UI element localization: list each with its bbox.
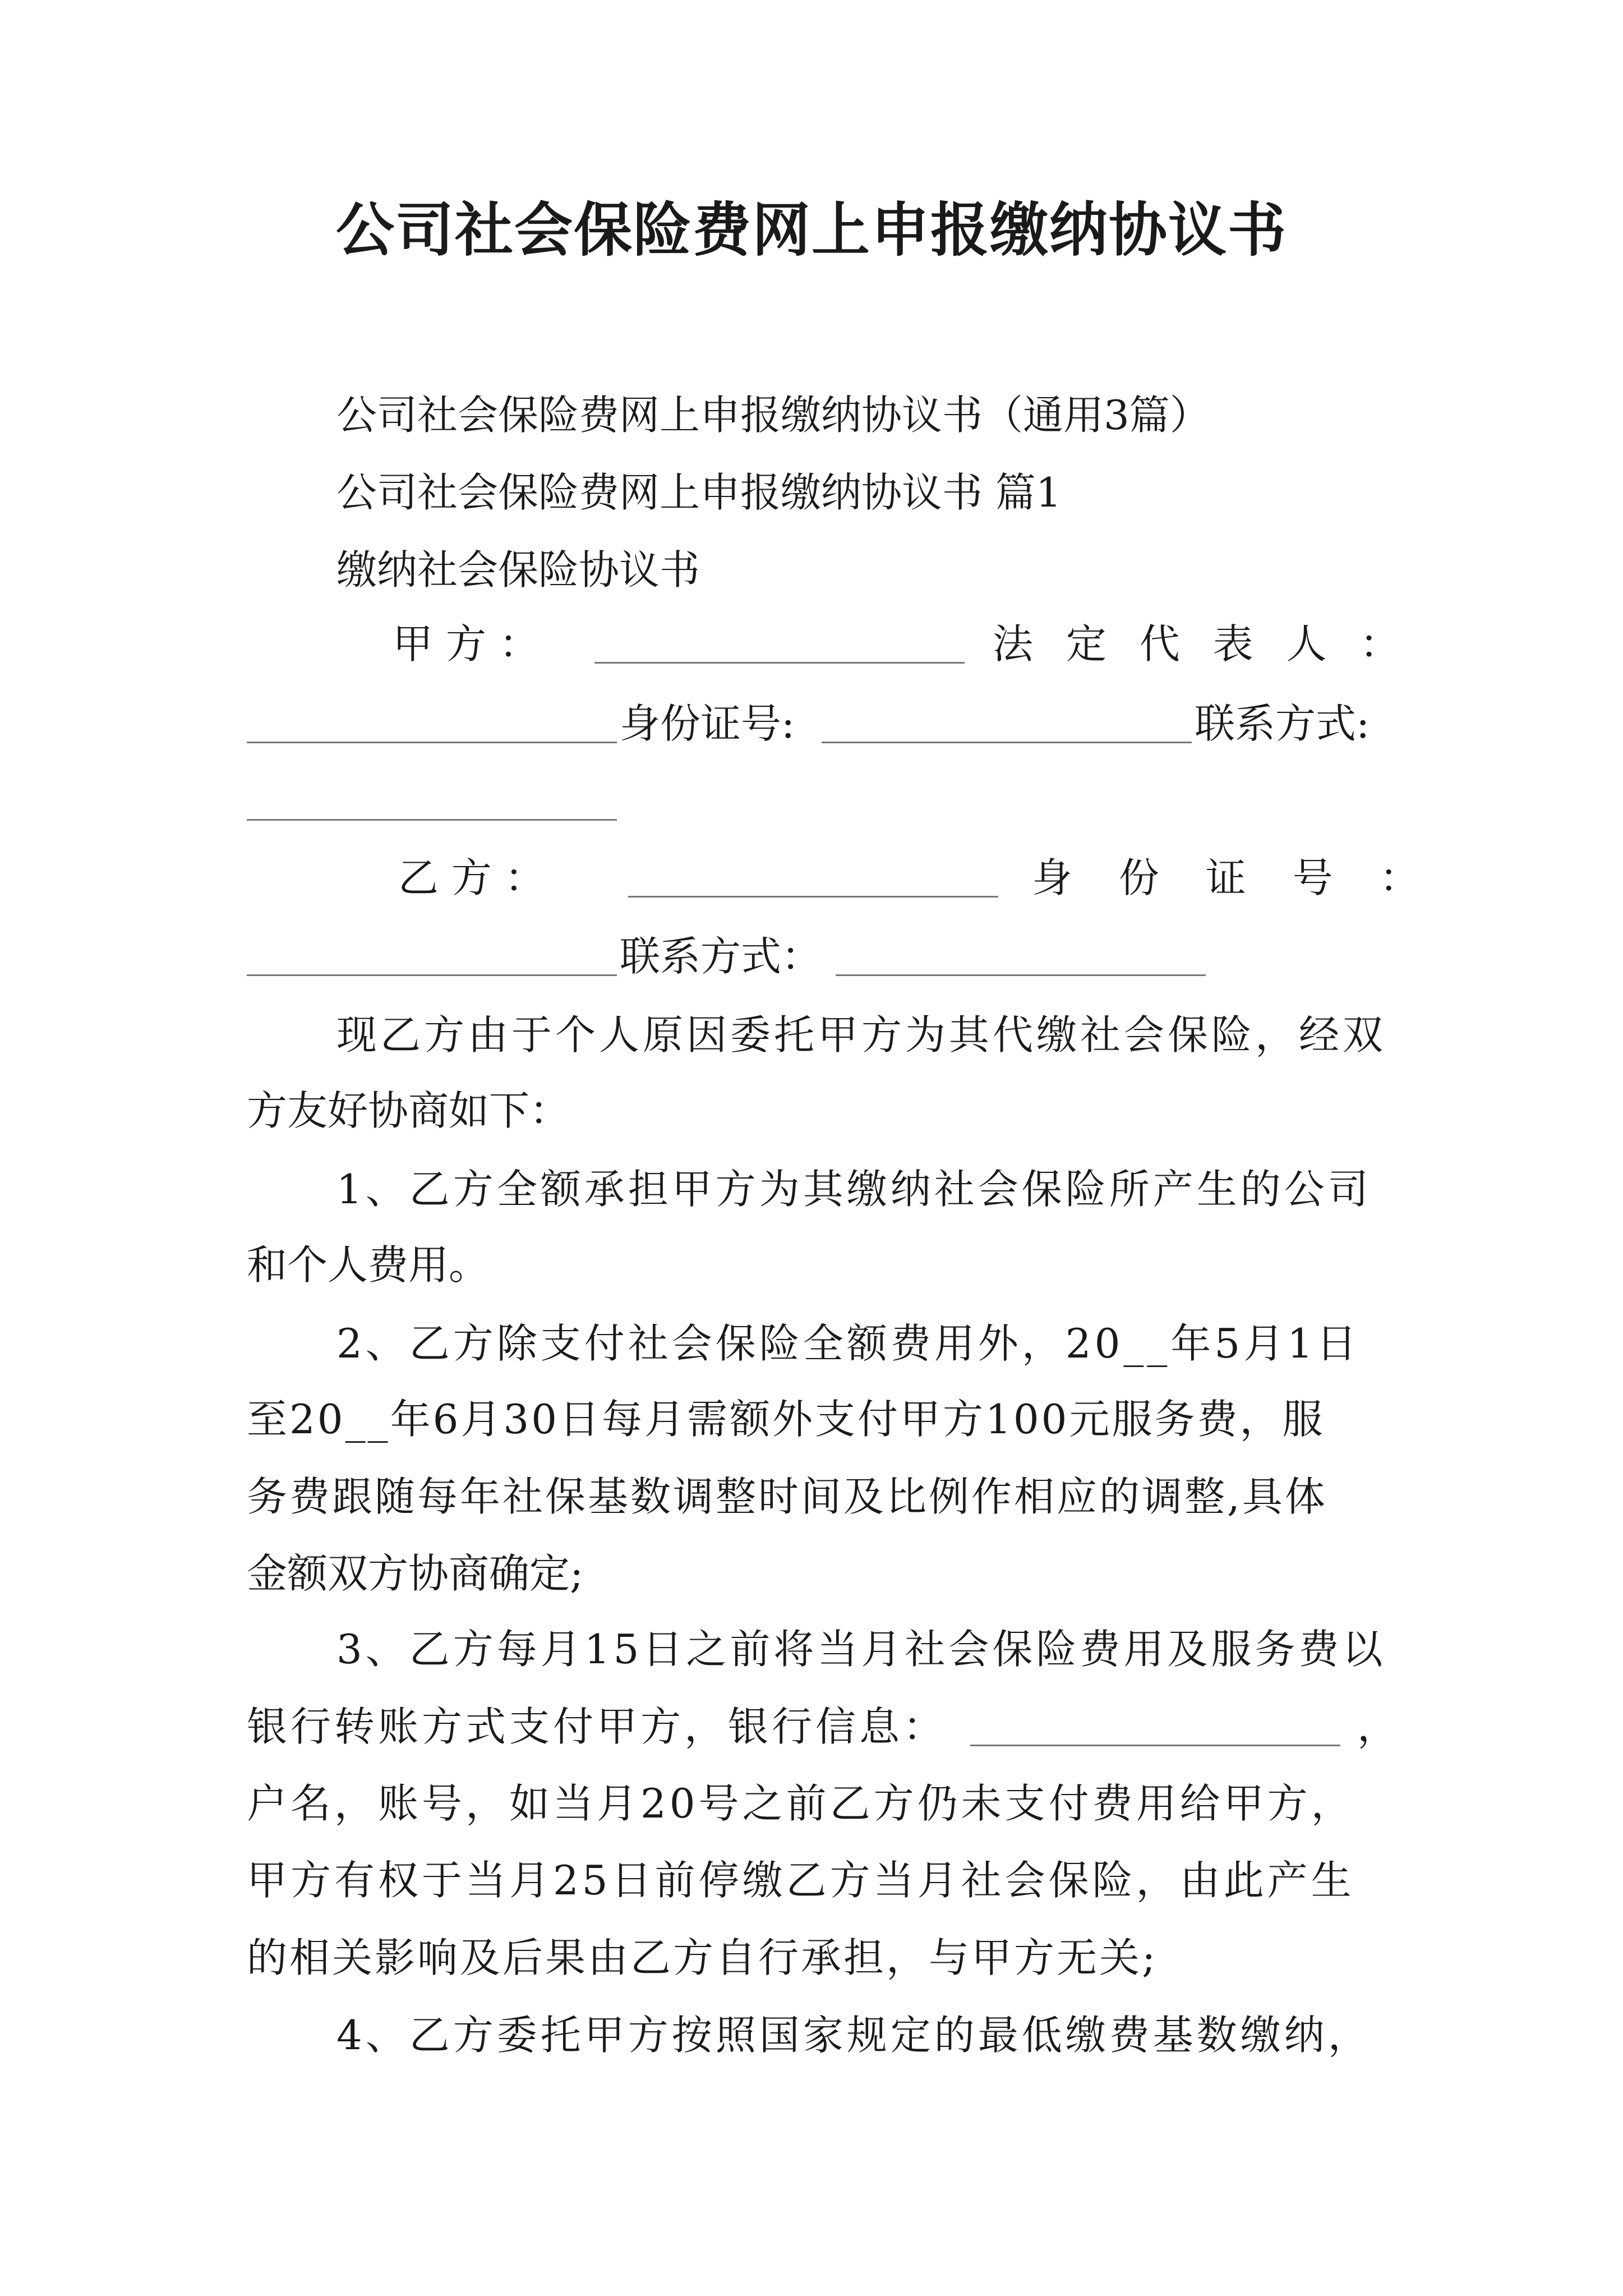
party-b-id-label: 身 份 证 号 ： — [1032, 854, 1437, 901]
intro-line-2: 方友好协商如下： — [247, 1087, 570, 1134]
legal-rep-label: 法 定 代 表 人 ： — [993, 620, 1410, 668]
bank-info-blank — [970, 1711, 1340, 1746]
clause-2-line-2: 至20__年6月30日每月需额外支付甲方100元服务费，服 — [247, 1396, 1325, 1443]
clause-3-line-5: 的相关影响及后果由乙方自行承担，与甲方无关; — [247, 1934, 1158, 1981]
party-b-contact-label: 联系方式： — [620, 933, 822, 980]
clause-2-line-3: 务费跟随每年社保基数调整时间及比例作相应的调整,具体 — [247, 1473, 1327, 1520]
clause-1-line-1: 1、乙方全额承担甲方为其缴纳社会保险所产生的公司 — [336, 1166, 1372, 1213]
party-a-label: 甲 方 ： — [393, 620, 540, 668]
document-title: 公司社会保险费网上申报缴纳协议书 — [335, 196, 1287, 264]
party-b-id-blank — [247, 941, 617, 976]
clause-3-line-3: 户名，账号，如当月20号之前乙方仍未支付费用给甲方， — [247, 1780, 1355, 1827]
document-subtitle: 公司社会保险费网上申报缴纳协议书（通用3篇） — [336, 392, 1210, 439]
clause-3-line-2: 银行转账方式支付甲方，银行信息： — [247, 1703, 947, 1750]
clause-2-line-4: 金额双方协商确定; — [247, 1550, 584, 1597]
clause-3-line-1: 3、乙方每月15日之前将当月社会保险费用及服务费以 — [336, 1626, 1386, 1673]
section-heading: 公司社会保险费网上申报缴纳协议书 篇1 — [336, 469, 1062, 516]
clause-3-line-4: 甲方有权于当月25日前停缴乙方当月社会保险，由此产生 — [247, 1857, 1355, 1904]
clause-4-line-1: 4、乙方委托甲方按照国家规定的最低缴费基数缴纳， — [336, 2012, 1372, 2059]
party-a-contact-label: 联系方式: — [1195, 700, 1370, 747]
party-a-contact-blank — [247, 785, 617, 821]
legal-rep-blank — [247, 708, 617, 743]
clause-2-line-1: 2、乙方除支付社会保险全额费用外，20__年5月1日 — [336, 1320, 1361, 1367]
clause-3-line-2-comma: ， — [1357, 1703, 1398, 1750]
agreement-title: 缴纳社会保险协议书 — [336, 546, 700, 593]
party-a-blank — [594, 628, 965, 664]
party-b-label: 乙 方 ： — [398, 854, 545, 901]
clause-1-line-2: 和个人费用。 — [247, 1241, 490, 1289]
party-a-id-label: 身份证号: — [620, 700, 795, 747]
party-b-contact-blank — [836, 941, 1206, 976]
party-a-id-blank — [822, 708, 1192, 743]
party-b-blank — [628, 862, 998, 898]
intro-line-1: 现乙方由于个人原因委托甲方为其代缴社会保险，经双 — [336, 1011, 1387, 1059]
